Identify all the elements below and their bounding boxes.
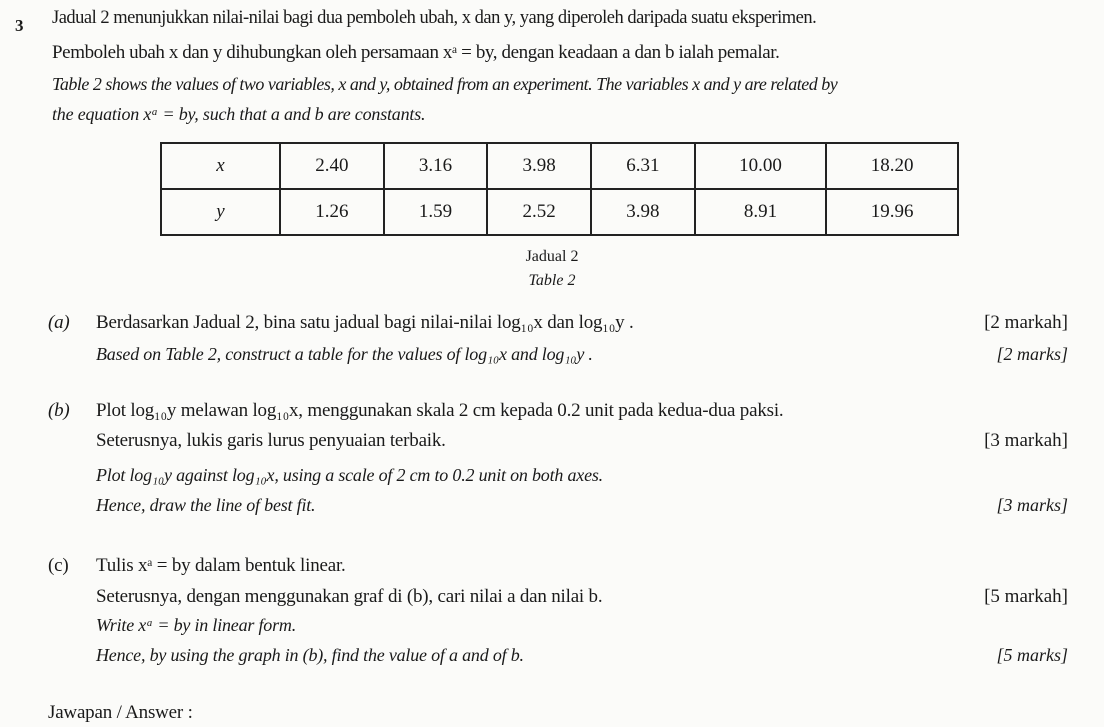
part-c-en1: Write xᵃ = by in linear form. xyxy=(96,615,296,635)
row-label: x xyxy=(161,143,280,189)
table-caption-ms: Jadual 2 xyxy=(525,248,579,265)
table-cell: 2.52 xyxy=(487,189,591,235)
part-c-ms-marks: [5 markah] xyxy=(984,586,1068,607)
table-cell: 6.31 xyxy=(591,143,695,189)
part-b-label: (b) xyxy=(48,400,70,421)
table-cell: 3.98 xyxy=(487,143,591,189)
row-label: y xyxy=(161,189,280,235)
part-b-en2: Hence, draw the line of best fit. xyxy=(96,495,316,515)
table-cell: 3.98 xyxy=(591,189,695,235)
table-cell: 8.91 xyxy=(695,189,827,235)
part-a-ms-marks: [2 markah] xyxy=(984,312,1068,333)
part-a-en-marks: [2 marks] xyxy=(996,344,1068,364)
intro-ms-line2: Pemboleh ubah x dan y dihubungkan oleh persamaan xᵃ = by, dengan keadaan a dan b ialah pemalar. xyxy=(52,42,780,63)
part-a-ms: Berdasarkan Jadual 2, bina satu jadual bagi nilai-nilai log₁₀x dan log₁₀y . xyxy=(96,312,634,333)
table-cell: 2.40 xyxy=(280,143,384,189)
table-cell: 3.16 xyxy=(384,143,488,189)
intro-ms-line1: Jadual 2 menunjukkan nilai-nilai bagi dua pemboleh ubah, x dan y, yang diperoleh daripada suatu eksperimen. xyxy=(52,8,817,28)
part-b-ms2: Seterusnya, lukis garis lurus penyuaian terbaik. xyxy=(96,430,446,451)
intro-en-line1: Table 2 shows the values of two variables, x and y, obtained from an experiment. The variables x and y are related by xyxy=(52,74,838,94)
part-a-label: (a) xyxy=(48,312,70,333)
table-cell: 19.96 xyxy=(826,189,958,235)
part-c-label: (c) xyxy=(48,555,69,576)
part-c-ms1: Tulis xᵃ = by dalam bentuk linear. xyxy=(96,555,346,576)
part-b-en-marks: [3 marks] xyxy=(996,495,1068,515)
table-caption-en: Table 2 xyxy=(528,272,576,289)
part-b-ms1: Plot log₁₀y melawan log₁₀x, menggunakan skala 2 cm kepada 0.2 unit pada kedua-dua paksi. xyxy=(96,400,784,421)
table-row-y xyxy=(161,189,958,235)
answer-label: Jawapan / Answer : xyxy=(48,702,193,723)
part-a-en: Based on Table 2, construct a table for the values of log₁₀x and log₁₀y . xyxy=(96,344,593,364)
question-number: 3 xyxy=(15,16,24,35)
table-cell: 18.20 xyxy=(826,143,958,189)
data-table xyxy=(160,142,959,236)
part-c-en2: Hence, by using the graph in (b), find the value of a and of b. xyxy=(96,645,524,665)
table-row-x xyxy=(161,143,958,189)
part-b-en1: Plot log₁₀y against log₁₀x, using a scale of 2 cm to 0.2 unit on both axes. xyxy=(96,465,603,485)
intro-en-line2: the equation xᵃ = by, such that a and b are constants. xyxy=(52,104,426,124)
part-b-ms-marks: [3 markah] xyxy=(984,430,1068,451)
part-c-en-marks: [5 marks] xyxy=(996,645,1068,665)
table-cell: 1.26 xyxy=(280,189,384,235)
table-cell: 10.00 xyxy=(695,143,827,189)
table-cell: 1.59 xyxy=(384,189,488,235)
part-c-ms2: Seterusnya, dengan menggunakan graf di (b), cari nilai a dan nilai b. xyxy=(96,586,603,607)
